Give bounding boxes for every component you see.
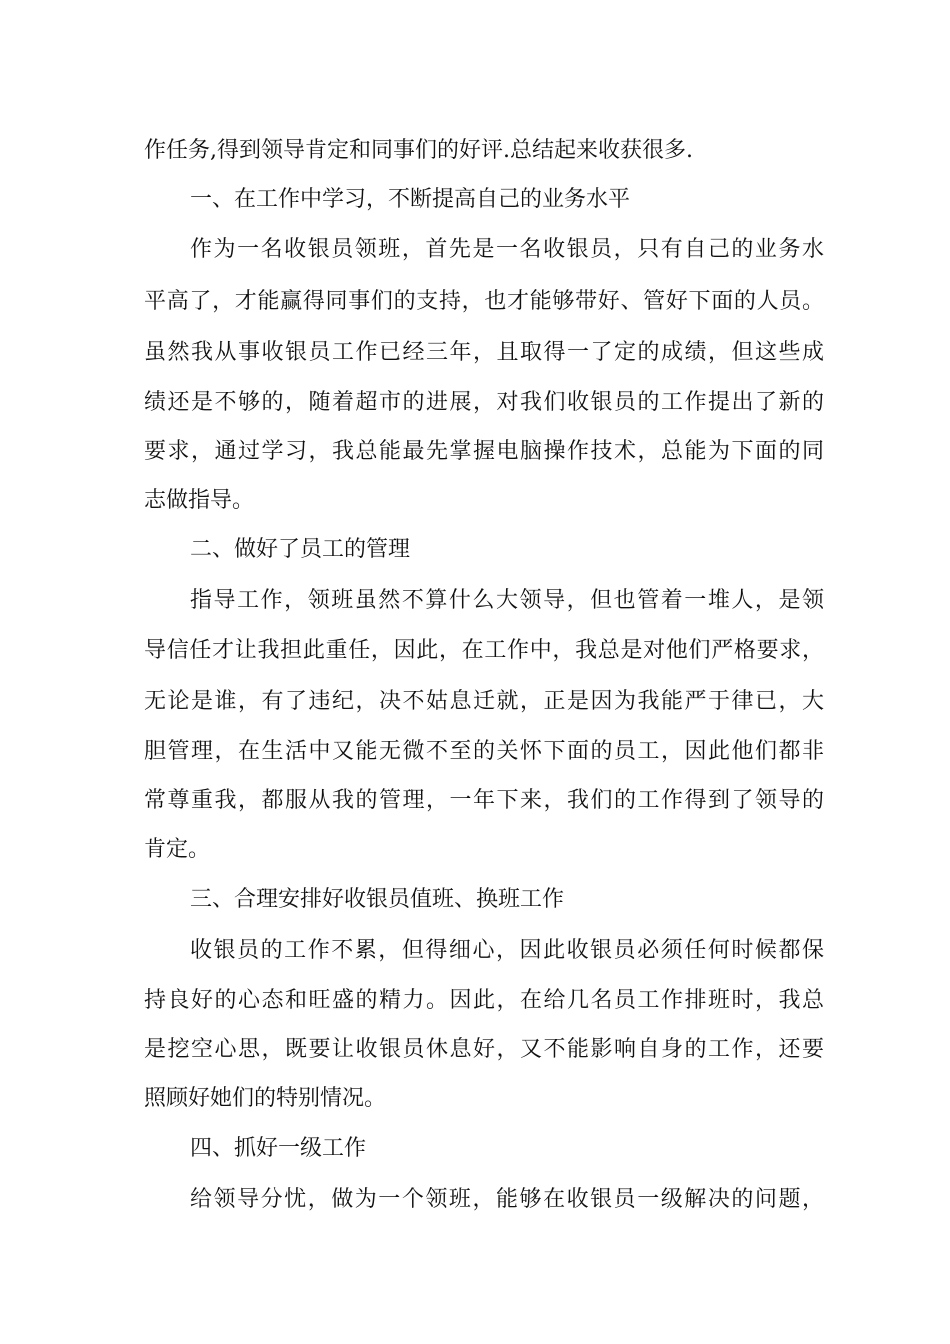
section-heading-1: 一、在工作中学习，不断提高自己的业务水平: [190, 187, 631, 212]
paragraph-line: 绩还是不够的，随着超市的进展，对我们收银员的工作提出了新的: [144, 390, 824, 415]
paragraph-line: 无论是谁，有了违纪，决不姑息迁就，正是因为我能严于律已，大: [144, 689, 824, 714]
paragraph-line: 肯定。: [144, 837, 211, 862]
paragraph-line: 持良好的心态和旺盛的精力。因此，在给几名员工作排班时，我总: [144, 988, 824, 1013]
paragraph-line: 作为一名收银员领班，首先是一名收银员，只有自己的业务水: [190, 237, 824, 262]
section-heading-4: 四、抓好一级工作: [190, 1136, 367, 1161]
paragraph-line: 给领导分忧，做为一个领班，能够在收银员一级解决的问题，: [190, 1187, 824, 1212]
paragraph-line: 导信任才让我担此重任，因此，在工作中，我总是对他们严格要求，: [144, 638, 824, 663]
paragraph-line: 虽然我从事收银员工作已经三年，且取得一了定的成绩，但这些成: [144, 340, 824, 365]
paragraph-line: 平高了，才能赢得同事们的支持，也才能够带好、管好下面的人员。: [144, 289, 824, 314]
paragraph-line: 收银员的工作不累，但得细心，因此收银员必须任何时候都保: [190, 938, 824, 963]
paragraph-line: 常尊重我，都服从我的管理，一年下来，我们的工作得到了领导的: [144, 788, 824, 813]
paragraph-line: 志做指导。: [144, 488, 255, 513]
section-heading-3: 三、合理安排好收银员值班、换班工作: [190, 887, 565, 912]
paragraph-line: 照顾好她们的特别情况。: [144, 1086, 387, 1111]
text-line-continuation: 作任务,得到领导肯定和同事们的好评.总结起来收获很多.: [144, 138, 693, 163]
paragraph-line: 指导工作，领班虽然不算什么大领导，但也管着一堆人，是领: [190, 588, 824, 613]
section-heading-2: 二、做好了员工的管理: [190, 537, 411, 562]
paragraph-line: 是挖空心思，既要让收银员休息好，又不能影响自身的工作，还要: [144, 1037, 824, 1062]
paragraph-line: 胆管理，在生活中又能无微不至的关怀下面的员工，因此他们都非: [144, 739, 824, 764]
paragraph-line: 要求，通过学习，我总能最先掌握电脑操作技术，总能为下面的同: [144, 439, 824, 464]
